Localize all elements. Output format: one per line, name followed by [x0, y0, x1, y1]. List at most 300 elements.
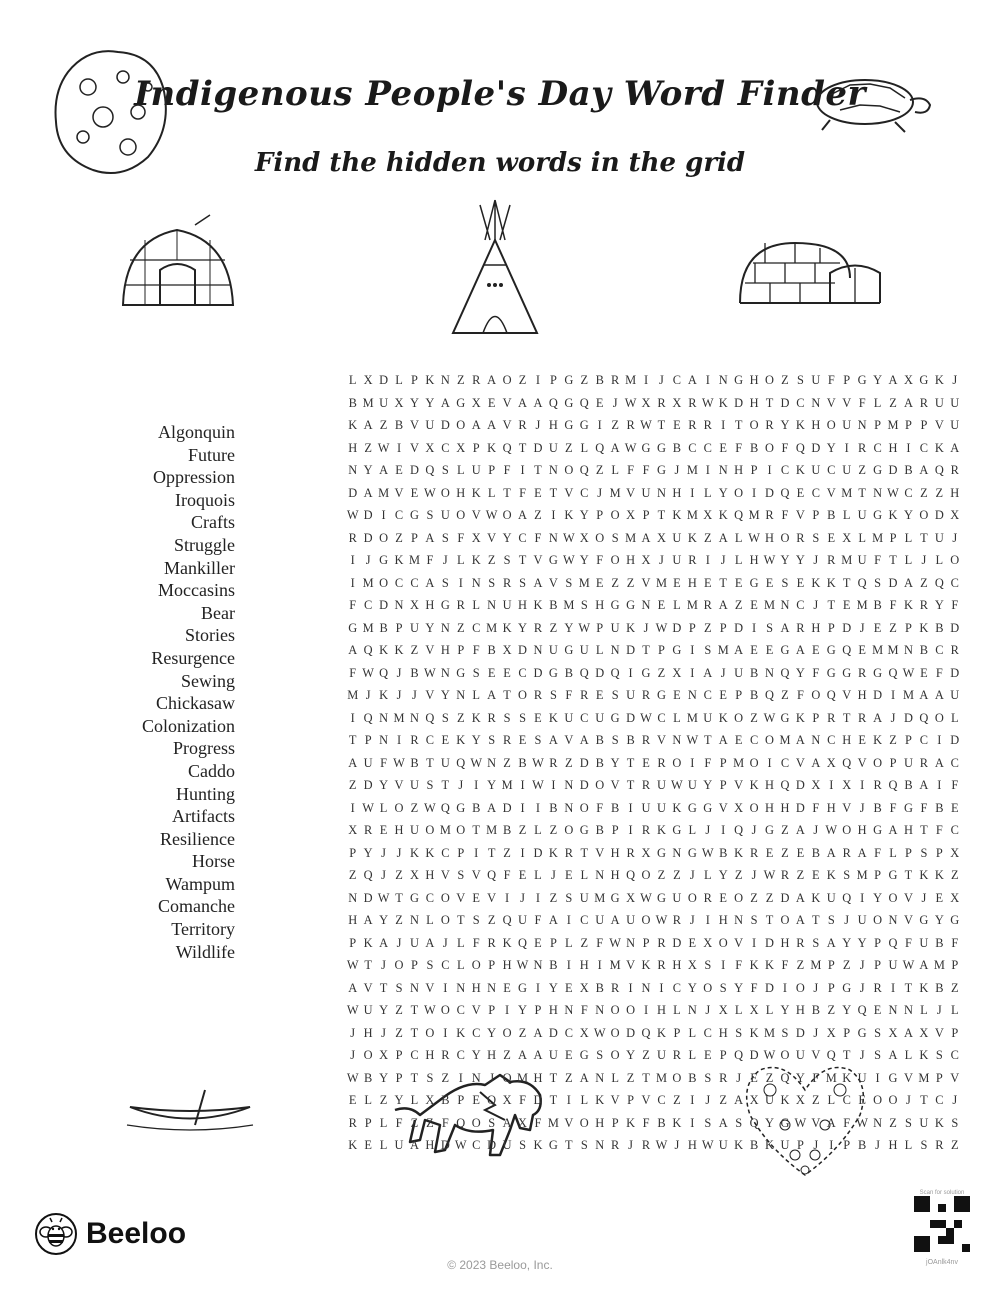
- grid-cell[interactable]: S: [951, 1115, 959, 1130]
- grid-cell[interactable]: U: [579, 890, 589, 905]
- grid-cell[interactable]: A: [826, 845, 836, 860]
- grid-cell[interactable]: R: [641, 1138, 651, 1152]
- grid-cell[interactable]: C: [780, 755, 790, 770]
- grid-cell[interactable]: J: [412, 688, 417, 702]
- grid-cell[interactable]: U: [765, 1093, 774, 1107]
- grid-cell[interactable]: K: [749, 778, 759, 792]
- grid-cell[interactable]: M: [609, 958, 621, 972]
- grid-cell[interactable]: R: [919, 598, 929, 612]
- grid-cell[interactable]: Q: [734, 508, 744, 522]
- grid-cell[interactable]: U: [857, 508, 867, 522]
- grid-cell[interactable]: W: [701, 845, 714, 860]
- grid-cell[interactable]: W: [593, 1025, 606, 1040]
- grid-cell[interactable]: H: [456, 485, 466, 500]
- grid-cell[interactable]: F: [426, 553, 434, 567]
- grid-cell[interactable]: V: [440, 868, 450, 882]
- grid-cell[interactable]: S: [611, 688, 619, 702]
- grid-cell[interactable]: Z: [379, 1093, 388, 1107]
- grid-cell[interactable]: C: [827, 463, 836, 477]
- grid-cell[interactable]: O: [888, 1093, 898, 1107]
- grid-cell[interactable]: B: [410, 665, 419, 680]
- grid-cell[interactable]: Z: [750, 890, 758, 905]
- grid-cell[interactable]: X: [626, 890, 636, 905]
- grid-cell[interactable]: K: [826, 575, 836, 590]
- grid-cell[interactable]: L: [580, 868, 589, 882]
- grid-cell[interactable]: L: [379, 1138, 388, 1152]
- grid-cell[interactable]: Q: [425, 463, 435, 477]
- grid-cell[interactable]: N: [718, 463, 728, 477]
- grid-cell[interactable]: T: [626, 755, 635, 770]
- grid-cell[interactable]: Z: [426, 1115, 434, 1130]
- grid-cell[interactable]: G: [734, 373, 744, 387]
- grid-cell[interactable]: V: [548, 575, 558, 590]
- grid-cell[interactable]: O: [703, 980, 713, 995]
- grid-cell[interactable]: P: [411, 958, 418, 972]
- grid-cell[interactable]: V: [610, 778, 620, 792]
- grid-cell[interactable]: E: [734, 575, 743, 590]
- grid-cell[interactable]: H: [888, 440, 898, 455]
- grid-cell[interactable]: W: [562, 530, 575, 545]
- grid-cell[interactable]: K: [548, 845, 558, 860]
- grid-cell[interactable]: W: [902, 958, 915, 972]
- grid-cell[interactable]: L: [734, 553, 743, 567]
- grid-cell[interactable]: U: [409, 620, 419, 635]
- grid-cell[interactable]: N: [626, 935, 636, 950]
- grid-cell[interactable]: Z: [487, 553, 496, 567]
- grid-cell[interactable]: I: [782, 980, 788, 995]
- grid-cell[interactable]: Y: [471, 1048, 481, 1062]
- grid-cell[interactable]: S: [920, 845, 928, 860]
- grid-cell[interactable]: Z: [842, 958, 851, 972]
- grid-cell[interactable]: F: [596, 800, 604, 815]
- grid-cell[interactable]: I: [690, 755, 695, 770]
- grid-cell[interactable]: T: [920, 823, 928, 837]
- grid-cell[interactable]: R: [611, 1138, 620, 1152]
- grid-cell[interactable]: R: [549, 755, 558, 770]
- grid-cell[interactable]: B: [472, 800, 481, 815]
- grid-cell[interactable]: Z: [611, 575, 619, 590]
- grid-cell[interactable]: V: [641, 575, 651, 590]
- grid-cell[interactable]: P: [843, 1025, 851, 1040]
- grid-cell[interactable]: L: [348, 373, 357, 387]
- grid-cell[interactable]: O: [873, 1093, 883, 1107]
- grid-cell[interactable]: Q: [842, 890, 852, 905]
- grid-cell[interactable]: C: [950, 575, 959, 590]
- grid-cell[interactable]: J: [659, 373, 664, 387]
- grid-cell[interactable]: D: [795, 778, 805, 792]
- grid-cell[interactable]: F: [395, 1115, 403, 1130]
- grid-cell[interactable]: M: [933, 958, 945, 972]
- grid-cell[interactable]: I: [520, 800, 525, 815]
- grid-cell[interactable]: L: [534, 868, 542, 882]
- grid-cell[interactable]: E: [812, 643, 820, 657]
- grid-cell[interactable]: S: [395, 980, 403, 995]
- grid-cell[interactable]: H: [425, 1048, 435, 1062]
- grid-cell[interactable]: A: [795, 823, 805, 837]
- grid-cell[interactable]: K: [718, 710, 728, 725]
- grid-cell[interactable]: S: [874, 1025, 882, 1040]
- grid-cell[interactable]: E: [657, 598, 666, 612]
- grid-cell[interactable]: F: [781, 508, 789, 522]
- grid-cell[interactable]: J: [365, 553, 371, 567]
- grid-cell[interactable]: G: [826, 665, 836, 680]
- grid-cell[interactable]: Y: [765, 1115, 774, 1130]
- grid-cell[interactable]: H: [394, 823, 404, 837]
- grid-cell[interactable]: G: [656, 890, 666, 905]
- grid-cell[interactable]: I: [458, 575, 463, 590]
- grid-cell[interactable]: A: [487, 373, 497, 387]
- grid-cell[interactable]: G: [379, 553, 389, 567]
- grid-cell[interactable]: X: [842, 530, 852, 545]
- grid-cell[interactable]: Y: [487, 778, 497, 792]
- grid-cell[interactable]: P: [935, 845, 943, 860]
- grid-cell[interactable]: L: [611, 1070, 619, 1085]
- grid-cell[interactable]: I: [690, 1115, 695, 1130]
- grid-cell[interactable]: H: [888, 1138, 898, 1152]
- grid-cell[interactable]: E: [534, 935, 542, 950]
- grid-cell[interactable]: H: [425, 1138, 435, 1152]
- grid-cell[interactable]: Y: [440, 688, 450, 702]
- grid-cell[interactable]: J: [396, 845, 402, 860]
- grid-cell[interactable]: K: [626, 1115, 636, 1130]
- grid-cell[interactable]: T: [472, 823, 480, 837]
- grid-cell[interactable]: P: [812, 710, 820, 725]
- grid-cell[interactable]: H: [610, 845, 620, 860]
- grid-cell[interactable]: E: [472, 1093, 480, 1107]
- grid-cell[interactable]: W: [763, 553, 776, 567]
- grid-cell[interactable]: K: [749, 958, 759, 972]
- grid-cell[interactable]: K: [934, 440, 944, 455]
- grid-cell[interactable]: W: [763, 1048, 776, 1062]
- grid-cell[interactable]: J: [628, 1138, 633, 1152]
- grid-cell[interactable]: Y: [842, 935, 852, 950]
- grid-cell[interactable]: X: [409, 868, 419, 882]
- grid-cell[interactable]: X: [950, 508, 960, 522]
- grid-cell[interactable]: D: [811, 440, 821, 455]
- grid-cell[interactable]: K: [718, 508, 728, 522]
- grid-cell[interactable]: W: [763, 710, 776, 725]
- grid-cell[interactable]: Y: [487, 1025, 497, 1040]
- grid-cell[interactable]: Q: [579, 395, 589, 410]
- grid-cell[interactable]: Z: [703, 620, 712, 635]
- grid-cell[interactable]: W: [671, 778, 683, 792]
- grid-cell[interactable]: E: [950, 800, 959, 815]
- grid-cell[interactable]: O: [471, 958, 481, 972]
- grid-cell[interactable]: O: [780, 913, 790, 927]
- grid-cell[interactable]: R: [456, 598, 465, 612]
- grid-cell[interactable]: T: [827, 598, 836, 612]
- grid-cell[interactable]: T: [765, 913, 774, 927]
- grid-cell[interactable]: O: [749, 755, 759, 770]
- grid-cell[interactable]: O: [734, 485, 744, 500]
- grid-cell[interactable]: A: [502, 1115, 512, 1130]
- grid-cell[interactable]: D: [533, 845, 543, 860]
- grid-cell[interactable]: X: [888, 1025, 898, 1040]
- grid-cell[interactable]: V: [564, 733, 574, 747]
- grid-cell[interactable]: A: [718, 1115, 728, 1130]
- grid-cell[interactable]: L: [673, 1003, 681, 1017]
- grid-cell[interactable]: W: [393, 755, 405, 770]
- grid-cell[interactable]: H: [811, 620, 821, 635]
- grid-cell[interactable]: L: [673, 710, 681, 725]
- grid-cell[interactable]: Z: [456, 710, 465, 725]
- grid-cell[interactable]: F: [596, 553, 604, 567]
- grid-cell[interactable]: Z: [410, 643, 419, 657]
- grid-cell[interactable]: G: [826, 643, 836, 657]
- grid-cell[interactable]: J: [705, 1003, 711, 1017]
- grid-cell[interactable]: X: [950, 890, 960, 905]
- grid-cell[interactable]: E: [796, 575, 805, 590]
- grid-cell[interactable]: Q: [734, 1048, 744, 1062]
- grid-cell[interactable]: P: [488, 1003, 496, 1017]
- grid-cell[interactable]: I: [474, 845, 479, 860]
- grid-cell[interactable]: N: [533, 643, 543, 657]
- grid-cell[interactable]: C: [657, 710, 666, 725]
- grid-cell[interactable]: S: [935, 1048, 943, 1062]
- grid-cell[interactable]: J: [906, 1093, 911, 1107]
- grid-cell[interactable]: I: [705, 463, 710, 477]
- grid-cell[interactable]: K: [672, 1115, 682, 1130]
- grid-cell[interactable]: S: [519, 575, 526, 590]
- grid-cell[interactable]: M: [856, 598, 868, 612]
- grid-cell[interactable]: A: [718, 530, 728, 545]
- grid-cell[interactable]: L: [873, 395, 882, 410]
- grid-cell[interactable]: D: [780, 395, 790, 410]
- grid-cell[interactable]: C: [657, 1093, 666, 1107]
- grid-cell[interactable]: Q: [518, 935, 527, 950]
- grid-cell[interactable]: U: [672, 890, 682, 905]
- grid-cell[interactable]: Z: [812, 1093, 820, 1107]
- grid-cell[interactable]: U: [379, 395, 389, 410]
- grid-cell[interactable]: F: [874, 845, 882, 860]
- grid-cell[interactable]: T: [441, 778, 450, 792]
- grid-cell[interactable]: J: [936, 1003, 942, 1017]
- grid-cell[interactable]: O: [950, 553, 960, 567]
- grid-cell[interactable]: O: [456, 508, 466, 522]
- grid-cell[interactable]: B: [811, 1003, 820, 1017]
- grid-cell[interactable]: K: [425, 845, 435, 860]
- grid-cell[interactable]: V: [842, 395, 852, 410]
- grid-cell[interactable]: T: [426, 755, 434, 770]
- grid-cell[interactable]: Z: [626, 575, 635, 590]
- grid-cell[interactable]: F: [349, 665, 357, 680]
- grid-cell[interactable]: V: [934, 418, 944, 432]
- grid-cell[interactable]: I: [705, 553, 710, 567]
- grid-cell[interactable]: O: [749, 418, 759, 432]
- grid-cell[interactable]: L: [379, 1115, 388, 1130]
- grid-cell[interactable]: X: [656, 530, 666, 545]
- grid-cell[interactable]: V: [811, 1048, 821, 1062]
- grid-cell[interactable]: O: [626, 1003, 636, 1017]
- grid-cell[interactable]: D: [934, 508, 944, 522]
- grid-cell[interactable]: G: [903, 800, 913, 815]
- grid-cell[interactable]: T: [503, 688, 511, 702]
- grid-cell[interactable]: H: [672, 958, 682, 972]
- grid-cell[interactable]: Z: [673, 868, 681, 882]
- grid-cell[interactable]: E: [796, 845, 805, 860]
- grid-cell[interactable]: A: [487, 800, 497, 815]
- grid-cell[interactable]: O: [919, 508, 929, 522]
- grid-cell[interactable]: I: [721, 418, 726, 432]
- grid-cell[interactable]: X: [471, 530, 481, 545]
- grid-cell[interactable]: W: [624, 395, 637, 410]
- grid-cell[interactable]: K: [795, 710, 805, 725]
- grid-cell[interactable]: Q: [857, 1003, 867, 1017]
- grid-cell[interactable]: S: [519, 710, 526, 725]
- grid-cell[interactable]: O: [610, 1003, 620, 1017]
- grid-cell[interactable]: Z: [734, 598, 743, 612]
- grid-cell[interactable]: I: [690, 665, 695, 680]
- grid-cell[interactable]: C: [950, 823, 959, 837]
- grid-cell[interactable]: C: [703, 1025, 712, 1040]
- grid-cell[interactable]: S: [704, 643, 712, 657]
- grid-cell[interactable]: B: [549, 598, 558, 612]
- grid-cell[interactable]: F: [735, 958, 743, 972]
- grid-cell[interactable]: D: [409, 463, 419, 477]
- grid-cell[interactable]: Z: [503, 755, 511, 770]
- grid-cell[interactable]: G: [888, 1070, 898, 1085]
- grid-cell[interactable]: Z: [657, 868, 666, 882]
- grid-cell[interactable]: Y: [610, 755, 620, 770]
- grid-cell[interactable]: A: [795, 733, 805, 747]
- grid-cell[interactable]: H: [656, 1003, 666, 1017]
- grid-cell[interactable]: C: [672, 980, 682, 995]
- grid-cell[interactable]: G: [641, 665, 651, 680]
- grid-cell[interactable]: A: [610, 913, 620, 927]
- grid-cell[interactable]: K: [379, 643, 389, 657]
- grid-cell[interactable]: S: [920, 1138, 928, 1152]
- grid-cell[interactable]: E: [348, 1093, 357, 1107]
- grid-cell[interactable]: C: [394, 508, 404, 522]
- grid-cell[interactable]: B: [611, 800, 620, 815]
- grid-cell[interactable]: O: [672, 1070, 682, 1085]
- grid-cell[interactable]: W: [346, 1003, 359, 1017]
- grid-cell[interactable]: V: [626, 958, 636, 972]
- grid-cell[interactable]: U: [502, 598, 512, 612]
- grid-cell[interactable]: S: [750, 913, 758, 927]
- grid-cell[interactable]: U: [888, 958, 898, 972]
- grid-cell[interactable]: E: [441, 733, 450, 747]
- grid-cell[interactable]: U: [857, 553, 867, 567]
- grid-cell[interactable]: N: [564, 778, 574, 792]
- grid-cell[interactable]: N: [656, 485, 666, 500]
- grid-cell[interactable]: M: [378, 485, 390, 500]
- grid-cell[interactable]: I: [906, 440, 911, 455]
- grid-cell[interactable]: F: [905, 935, 912, 950]
- grid-cell[interactable]: Y: [873, 373, 883, 387]
- grid-cell[interactable]: R: [410, 733, 419, 747]
- grid-cell[interactable]: Q: [888, 935, 898, 950]
- grid-cell[interactable]: C: [518, 530, 527, 545]
- grid-cell[interactable]: H: [950, 485, 960, 500]
- grid-cell[interactable]: X: [687, 958, 697, 972]
- grid-cell[interactable]: W: [825, 823, 838, 837]
- grid-cell[interactable]: U: [641, 485, 651, 500]
- grid-cell[interactable]: J: [381, 845, 386, 860]
- grid-cell[interactable]: U: [780, 1138, 790, 1152]
- grid-cell[interactable]: K: [533, 598, 543, 612]
- grid-cell[interactable]: X: [672, 395, 682, 410]
- grid-cell[interactable]: F: [642, 463, 650, 477]
- grid-cell[interactable]: Y: [718, 485, 728, 500]
- grid-cell[interactable]: N: [687, 1003, 697, 1017]
- grid-cell[interactable]: D: [579, 755, 589, 770]
- grid-cell[interactable]: R: [502, 575, 512, 590]
- grid-cell[interactable]: O: [610, 1048, 620, 1062]
- grid-cell[interactable]: J: [813, 980, 819, 995]
- grid-cell[interactable]: J: [535, 418, 541, 432]
- grid-cell[interactable]: A: [795, 643, 805, 657]
- grid-cell[interactable]: I: [721, 958, 726, 972]
- grid-cell[interactable]: A: [903, 1025, 913, 1040]
- grid-cell[interactable]: R: [765, 418, 774, 432]
- grid-cell[interactable]: V: [409, 440, 419, 455]
- grid-cell[interactable]: Z: [781, 373, 789, 387]
- grid-cell[interactable]: D: [363, 530, 373, 545]
- grid-cell[interactable]: U: [440, 755, 450, 770]
- grid-cell[interactable]: O: [456, 418, 466, 432]
- grid-cell[interactable]: V: [795, 508, 805, 522]
- grid-cell[interactable]: P: [534, 1003, 542, 1017]
- grid-cell[interactable]: I: [443, 980, 448, 995]
- grid-cell[interactable]: O: [687, 890, 697, 905]
- grid-cell[interactable]: W: [377, 440, 390, 455]
- grid-cell[interactable]: N: [564, 800, 574, 815]
- grid-cell[interactable]: Y: [780, 418, 790, 432]
- grid-cell[interactable]: K: [780, 1093, 790, 1107]
- grid-cell[interactable]: D: [379, 373, 389, 387]
- grid-cell[interactable]: O: [718, 935, 728, 950]
- grid-cell[interactable]: L: [734, 530, 743, 545]
- grid-cell[interactable]: Z: [534, 508, 542, 522]
- grid-cell[interactable]: S: [441, 710, 449, 725]
- grid-cell[interactable]: H: [687, 1138, 697, 1152]
- grid-cell[interactable]: S: [488, 575, 496, 590]
- grid-cell[interactable]: Y: [780, 1003, 790, 1017]
- grid-cell[interactable]: N: [641, 980, 651, 995]
- grid-cell[interactable]: E: [842, 598, 851, 612]
- grid-cell[interactable]: G: [780, 710, 790, 725]
- grid-cell[interactable]: R: [487, 935, 496, 950]
- grid-cell[interactable]: U: [672, 553, 682, 567]
- grid-cell[interactable]: T: [410, 1003, 419, 1017]
- grid-cell[interactable]: J: [813, 553, 819, 567]
- grid-cell[interactable]: A: [687, 373, 697, 387]
- grid-cell[interactable]: E: [642, 755, 650, 770]
- grid-cell[interactable]: T: [518, 553, 527, 567]
- grid-cell[interactable]: D: [950, 665, 960, 680]
- grid-cell[interactable]: V: [487, 890, 497, 905]
- grid-cell[interactable]: U: [656, 1048, 666, 1062]
- grid-cell[interactable]: P: [472, 440, 480, 455]
- grid-cell[interactable]: J: [859, 620, 865, 635]
- grid-cell[interactable]: B: [595, 733, 604, 747]
- grid-cell[interactable]: H: [780, 800, 790, 815]
- grid-cell[interactable]: K: [795, 418, 805, 432]
- grid-cell[interactable]: O: [595, 778, 605, 792]
- grid-cell[interactable]: T: [456, 913, 465, 927]
- grid-cell[interactable]: G: [610, 598, 620, 612]
- grid-cell[interactable]: I: [381, 508, 386, 522]
- grid-cell[interactable]: J: [396, 688, 402, 702]
- grid-cell[interactable]: E: [750, 643, 758, 657]
- grid-cell[interactable]: N: [888, 913, 898, 927]
- grid-cell[interactable]: G: [440, 598, 450, 612]
- grid-cell[interactable]: Y: [548, 980, 558, 995]
- grid-cell[interactable]: M: [872, 530, 884, 545]
- grid-cell[interactable]: M: [841, 553, 853, 567]
- grid-cell[interactable]: O: [363, 1048, 373, 1062]
